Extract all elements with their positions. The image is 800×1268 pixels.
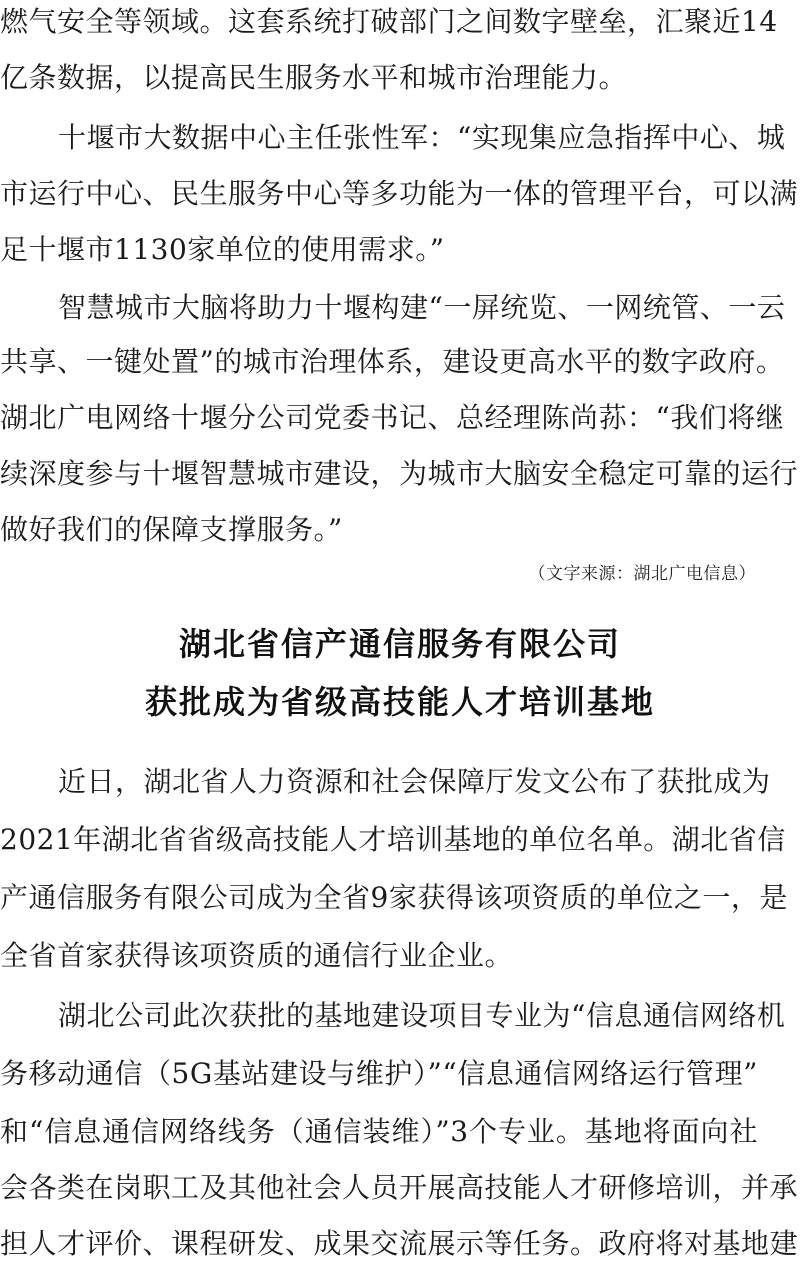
article1-line-9: 续深度参与十堰智慧城市建设，为城市大脑安全稳定可靠的运行 bbox=[0, 457, 799, 490]
article1-line-2: 亿条数据，以提高民生服务水平和城市治理能力。 bbox=[0, 61, 628, 94]
article2-line-4: 全省首家获得该项资质的通信行业企业。 bbox=[0, 939, 514, 972]
article2-line-5: 湖北公司此次获批的基地建设项目专业为“信息通信网络机 bbox=[58, 999, 786, 1032]
article1-source: （文字来源：湖北广电信息） bbox=[528, 564, 756, 584]
article2-title-line-2: 获批成为省级高技能人才培训基地 bbox=[144, 683, 655, 721]
article2-line-8: 会各类在岗职工及其他社会人员开展高技能人才研修培训，并承 bbox=[0, 1171, 799, 1204]
article1-line-6: 智慧城市大脑将助力十堰构建“一屏统览、一网统管、一云 bbox=[58, 291, 786, 324]
article1-line-3: 十堰市大数据中心主任张性军：“实现集应急指挥中心、城 bbox=[58, 121, 786, 154]
article2-line-9: 担人才评价、课程研发、成果交流展示等任务。政府将对基地建 bbox=[0, 1227, 799, 1260]
article1-line-1: 燃气安全等领域。这套系统打破部门之间数字壁垒，汇聚近14 bbox=[0, 5, 778, 38]
article1-line-5: 足十堰市1130家单位的使用需求。” bbox=[0, 233, 445, 266]
article1-line-8: 湖北广电网络十堰分公司党委书记、总经理陈尚荪：“我们将继 bbox=[0, 401, 785, 434]
article1-line-7: 共享、一键处置”的城市治理体系，建设更高水平的数字政府。 bbox=[0, 345, 785, 378]
article2-line-7: 和“信息通信网络线务（通信装维）”3个专业。基地将面向社 bbox=[0, 1115, 758, 1148]
article2-line-2: 2021年湖北省省级高技能人才培训基地的单位名单。湖北省信 bbox=[0, 823, 786, 856]
article2-title-line-1: 湖北省信产通信服务有限公司 bbox=[178, 625, 621, 663]
article1-line-10: 做好我们的保障支撑服务。” bbox=[0, 513, 343, 546]
article2-line-6: 务移动通信（5G基站建设与维护）”“信息通信网络运行管理” bbox=[0, 1057, 758, 1090]
article2-line-3: 产通信服务有限公司成为全省9家获得该项资质的单位之一，是 bbox=[0, 881, 788, 914]
article2-line-1: 近日，湖北省人力资源和社会保障厅发文公布了获批成为 bbox=[58, 765, 771, 798]
article1-line-4: 市运行中心、民生服务中心等多功能为一体的管理平台，可以满 bbox=[0, 177, 799, 210]
